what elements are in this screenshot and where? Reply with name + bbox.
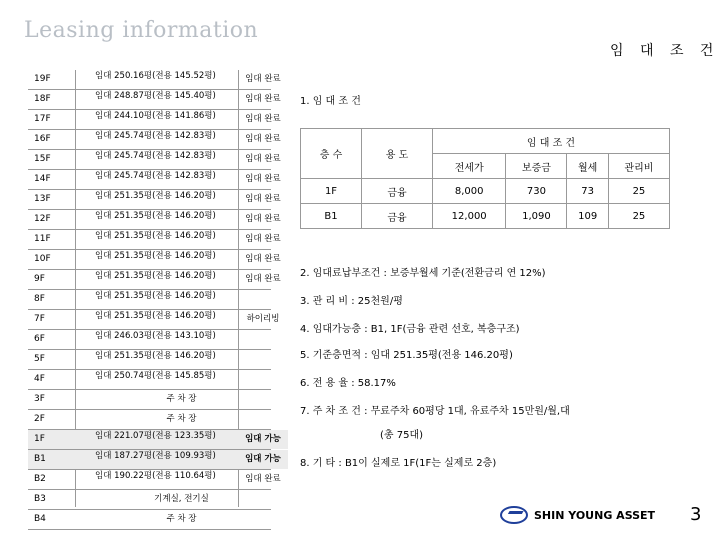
table-row: B4 주 차 장 <box>28 510 271 530</box>
section-4: 4. 임대가능층 : B1, 1F(금융 관련 선호, 복층구조) <box>300 324 520 335</box>
tenant-label: 하이리빙 <box>246 314 280 324</box>
header-col: 월세 <box>567 154 608 179</box>
table-row: 19F 임대 250.16평(전용 145.52평) 임대 완료 <box>28 70 271 90</box>
page-number: 3 <box>690 504 702 525</box>
section-8: 8. 기 타 : B1이 실제로 1F(1F는 실제로 2층) <box>300 458 497 469</box>
table-row: B1 금융 12,000 1,090 109 25 <box>301 204 670 229</box>
table-row: 2F 주 차 장 <box>28 410 271 430</box>
header-floor: 층 수 <box>301 129 362 179</box>
table-row: 1F 금융 8,000 730 73 25 <box>301 179 670 204</box>
table-row: 13F 임대 251.35평(전용 146.20평) 임대 완료 <box>28 190 271 210</box>
logo-icon <box>500 506 528 524</box>
table-row: 8F 임대 251.35평(전용 146.20평) <box>28 290 271 310</box>
section-5: 5. 기준층면적 : 임대 251.35평(전용 146.20평) <box>300 350 513 361</box>
table-row: 14F 임대 245.74평(전용 142.83평) 임대 완료 <box>28 170 271 190</box>
table-row: 5F 임대 251.35평(전용 146.20평) <box>28 350 271 370</box>
section-7: 7. 주 차 조 건 : 무료주차 60평당 1대, 유료주차 15만원/월,대 <box>300 406 570 417</box>
header-conditions: 임 대 조 건 <box>433 129 670 154</box>
section-1: 1. 임 대 조 건 <box>300 96 361 107</box>
table-row: 6F 임대 246.03평(전용 143.10평) <box>28 330 271 350</box>
page-title: Leasing information <box>24 18 259 43</box>
section-6: 6. 전 용 율 : 58.17% <box>300 378 396 389</box>
table-row: 1F 임대 221.07평(전용 123.35평) 임대 가능 <box>28 430 271 450</box>
table-row: B2 임대 190.22평(전용 110.64평) 임대 완료 <box>28 470 271 490</box>
table-row: 16F 임대 245.74평(전용 142.83평) 임대 완료 <box>28 130 271 150</box>
table-row: 18F 임대 248.87평(전용 145.40평) 임대 완료 <box>28 90 271 110</box>
logo-text: SHIN YOUNG ASSET <box>534 508 656 522</box>
header-col: 관리비 <box>608 154 669 179</box>
header-col: 보증금 <box>506 154 567 179</box>
table-row: B1 임대 187.27평(전용 109.93평) 임대 가능 <box>28 450 271 470</box>
lease-conditions-table <box>300 128 670 229</box>
header-use: 용 도 <box>362 129 433 179</box>
table-row: 4F 임대 250.74평(전용 145.85평) <box>28 370 271 390</box>
header-col: 전세가 <box>433 154 506 179</box>
table-row: 7F 임대 251.35평(전용 146.20평) <box>28 310 271 330</box>
table-row: 12F 임대 251.35평(전용 146.20평) 임대 완료 <box>28 210 271 230</box>
section-3: 3. 관 리 비 : 25천원/평 <box>300 296 403 307</box>
table-row: 15F 임대 245.74평(전용 142.83평) 임대 완료 <box>28 150 271 170</box>
section-7-note: (총 75대) <box>380 430 424 441</box>
company-logo <box>500 506 655 524</box>
floor-table <box>28 70 281 530</box>
table-row: B3 기계실, 전기실 <box>28 490 271 510</box>
table-row: 17F 임대 244.10평(전용 141.86평) 임대 완료 <box>28 110 271 130</box>
table-row: 10F 임대 251.35평(전용 146.20평) 임대 완료 <box>28 250 271 270</box>
table-row: 3F 주 차 장 <box>28 390 271 410</box>
table-row: 9F 임대 251.35평(전용 146.20평) 임대 완료 <box>28 270 271 290</box>
section-subtitle: 임 대 조 건 <box>610 43 720 59</box>
section-2: 2. 임대료납부조건 : 보증부월세 기준(전환금리 연 12%) <box>300 268 546 279</box>
table-row: 11F 임대 251.35평(전용 146.20평) 임대 완료 <box>28 230 271 250</box>
